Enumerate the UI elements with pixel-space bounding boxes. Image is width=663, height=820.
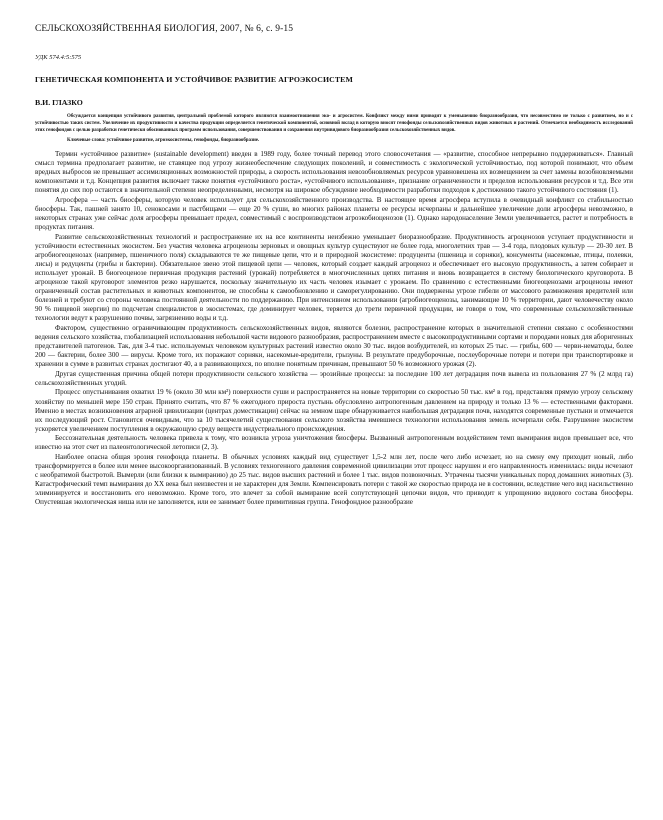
- article-page: [35, 22, 633, 507]
- body-paragraph: Развитие сельскохозяйственных технологий и распространение их на все континенты неизбежно уменьшает биоразнообразие. Продуктивность агроценозов уступает продуктивности и устойчивости естественных экосистем. Без участия человека агроценозы зерновых и овощных культур существуют не более года, многолетних трав — 3-4 года, плодовых культур — 20-30 лет. В агробиогеоценозах (например, пшеничного поля) складываются те же пищевые цепи, что и в природной экосистеме: продуценты (пшеница и сорняки), консументы (насекомые, птицы, полевки, лисы) и редуценты (грибы и бактерии). Обязательное звено этой пищевой цепи — человек, который создает каждый агроценоз и обеспечивает его высокую продуктивность, а затем собирает и использует урожай. В биогеоценозе первичная продукция растений (урожай) потребляется в многочисленных цепях питания и вновь возвращается в систему биологического круговорота. В агроценозе такой круговорот элементов резко нарушается, поскольку значительную их часть человек изымает с урожаем. По сравнению с естественными биогеоценозами агроценозы имеют ограниченный состав растительных и животных компонентов, не способны к самообновлению и саморегулированию. Они подвержены угрозе гибели от массового размножения вредителей или болезней и требуют со стороны человека постоянной деятельности по поддержанию. При интенсивном использовании (агробиогеоценозы, занимающие 10 % территории, дают человечеству около 90 % пищевой энергии) по подсчетам специалистов в экосистемах, где доминирует человек, теряется до трети первичной продукции, не говоря о том, что современные сельскохозяйственные технологии ведут к разрушению почвы, загрязнению воды и т.д.: [35, 232, 633, 323]
- article-title: ГЕНЕТИЧЕСКАЯ КОМПОНЕНТА И УСТОЙЧИВОЕ РАЗВИТИЕ АГРОЭКОСИСТЕМ: [35, 75, 353, 84]
- udk-code: УДК 574.4:5:575: [35, 54, 82, 61]
- article-keywords: Ключевые слова: устойчивое развитие, агроэкосистемы, генофонды, биоразнообразие.: [67, 138, 260, 144]
- article-body: [35, 150, 633, 507]
- body-paragraph: Термин «устойчивое развитие» (sustainable development) введен в 1989 году, более точный перевод этого словосочетания — «развитие, способное непрерывно поддерживаться». Главный смысл термина предполагает развитие, не ставящее под угрозу жизнеобеспечение следующих поколений, и совместимость с экологической устойчивостью, под которой понимают, что объем вредных выбросов не превышает ассимиляционных возможностей природы, а скорость использования невозобновляемых ресурсов уравновешена их возмещением за счет замены возобновляемыми компонентами и т.д. Концепция развития включает также понятия «устойчивого роста», «устойчивого использования», признание ограниченности и пределов использования ресурсов и т.д. Все эти понятия до сих пор остаются в значительной степени неопределенными, несмотря на широкое обсуждение необходимости разработки подходов к достижению такого устойчивого состояния (1).: [35, 150, 633, 195]
- journal-header: СЕЛЬСКОХОЗЯЙСТВЕННАЯ БИОЛОГИЯ, 2007, № 6, с. 9-15: [35, 24, 294, 34]
- body-paragraph: Фактором, существенно ограничивающим продуктивность сельскохозяйственных видов, являются болезни, распространение которых в значительной степени связано с особенностями ведения сельского хозяйства, глобализацией использования небольшой части видового разнообразия, распространением вместе с высокопродуктивными сортами и породами новых для аборигенных представителей патогенов. Так, для 3-4 тыс. используемых человеком культурных растений известно около 30 тыс. видов возбудителей, из которых 25 тыс. — грибы, 600 — черви-нематоды, более 200 — бактерии, более 300 — вирусы. Кроме того, их поражают сорняки, насекомые-вредители, грызуны. В результате предуборочные, послеуборочные потери и потери при транспортировке и хранении в сумме в развитых странах достигают 40, а в развивающихся, по вполне понятным причинам, превышают 50 % возможного урожая (2).: [35, 323, 633, 369]
- body-paragraph: Процесс опустынивания охватил 19 % (около 30 млн км²) поверхности суши и распространяется на новые территории со скоростью 50 тыс. км² в год, представляя прямую угрозу сельскому хозяйству по меньшей мере 150 стран. Принято считать, что 87 % ежегодного прироста пустынь обусловлено антропогенным давлением на природу и только 13 % — естественными факторами. Именно в местах возникновения аграрной цивилизации (центрах доместикации) сейчас на земном шаре обнаруживается наибольшая деградация почв, находятся современные пустыни и отмечается их последующий рост. Становится очевидным, что за 10 тысячелетий существования сельского хозяйства имевшиеся технологии использования земель исчерпали себя. Разрушение экосистем ускоряется увеличением поступления в окружающую среду веществ индустриального происхождения.: [35, 388, 633, 433]
- body-paragraph: Бессознательная деятельность человека привела к тому, что возникла угроза уничтожения биосферы. Вызванный антропогенным воздействием темп вымирания видов превышает все, что известно на этот счет из палеонтологической летописи (2, 3).: [35, 434, 633, 452]
- body-paragraph: Наиболее опасна общая эрозия генофонда планеты. В обычных условиях каждый вид существует 1,5-2 млн лет, после чего либо исчезает, но на смену ему приходит новый, либо трансформируется в более или менее высокоорганизованный. В условиях техногенного давления современной цивилизации этот процесс нарушен и его направленность изменилась: виды исчезают с необратимой быстротой. Вымерли (или близки к вымиранию) до 25 тыс. видов высших растений и более 1 тыс. видов позвоночных. Утрачены тысячи уникальных пород домашних животных (3). Катастрофический темп вымирания до XX века был неизвестен и не характерен для Земли. Компенсировать потери с такой же скоростью природа не в состоянии, вследствие чего вид насильственно элиминируется и восстановить его невозможно. Кроме того, это влечет за собой вымирание всей сопутствующей цепочки видов, что приводит к упрощению видового состава биосферы. Опустевшая экологическая ниша или не заполняется, или ее занимает более примитивная группа. Генофондное разнообразие: [35, 452, 633, 507]
- body-paragraph: Агросфера — часть биосферы, которую человек использует для сельскохозяйственного производства. В настоящее время агросфера вступила в очевидный конфликт со стабильностью биосферы. Так, пашней занято 10, сенокосами и пастбищами — еще 20 % суши, во многих районах планеты ее ресурсы исчерпаны и дальнейшее увеличение доли агросферы невозможно, в некоторых странах уже сейчас доля агросферы превышает предел, совместимый с воспроизводством агроэкобиоценозов (1). Однако народонаселение Земли увеличивается, растет и потребность в продуктах питания.: [35, 196, 633, 232]
- article-abstract: Обсуждается концепция устойчивого развития, центральной проблемой которого являются взаимоотношения эко- и агросистем. Конфликт между ними приводит к уменьшению биоразнообразия, что несовместимо не только с развитием, но и с устойчивостью таких систем. Увеличение их продуктивности и качества продукции определяется генетической компонентой, основной вклад в которую вносят генофонды сельскохозяйственных видов животных и растений. Отмечается необходимость исследований этих генофондов с целью разработки генетически обоснованных программ использования, совершенствования и сохранения внутривидового биоразнообразия сельскохозяйственных видов.: [35, 114, 633, 134]
- article-author: В.И. ГЛАЗКО: [35, 98, 83, 107]
- body-paragraph: Другая существенная причина общей потери продуктивности сельского хозяйства — эрозийные процессы: за последние 100 лет деградация почв вывела из пользования 27 % (2 млрд га) сельскохозяйственных угодий.: [35, 369, 633, 387]
